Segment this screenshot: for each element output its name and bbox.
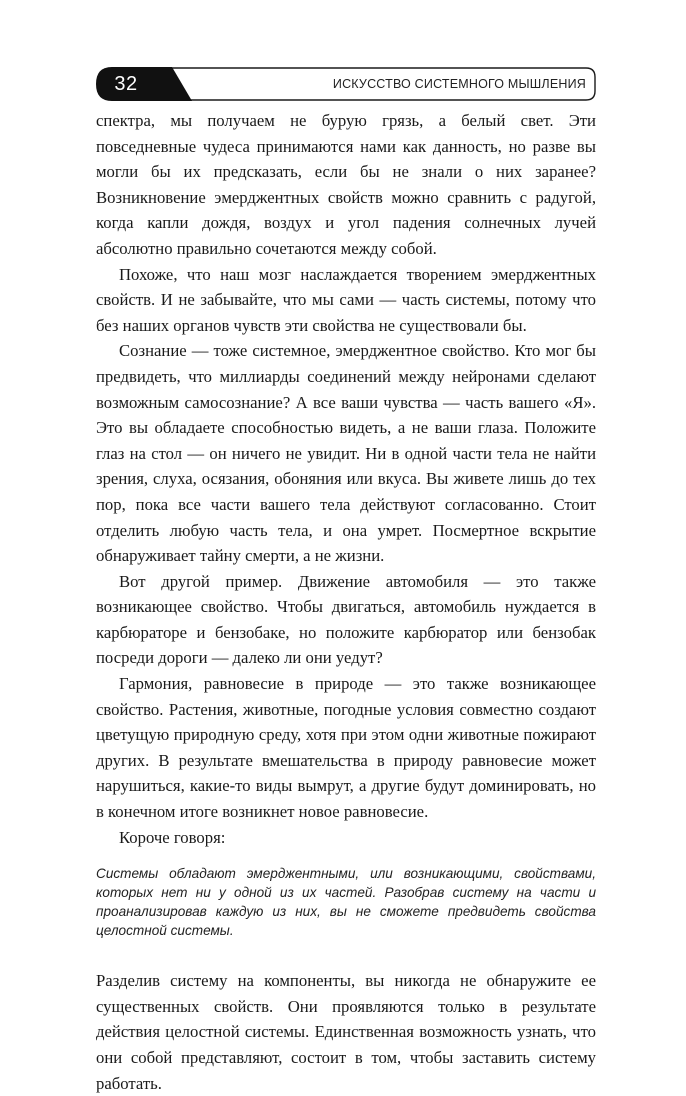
body-text xyxy=(96,108,596,1096)
paragraph: Вот другой пример. Движение автомобиля — это также возникающее свойство. Чтобы двигаться, автомобиль нуждается в карбюраторе и бензобаке, но положите карбюратор или бензобак посреди дороги — далеко ли они уедут? xyxy=(96,571,596,668)
running-header xyxy=(96,67,596,101)
paragraph-continued: спектра, мы получаем не бурую грязь, а белый свет. Эти повседневные чудеса принимаются нами как данность, но разве вы могли бы их предсказать, если бы не знали о них заранее? Возникновение эмерджентных свойств можно сравнить с радугой, когда капли дождя, воздух и угол падения солнечных лучей абсолютно правильно сочетаются между собой. xyxy=(96,111,596,258)
key-takeaway-callout: Системы обладают эмерджентными, или возникающими, свойствами, которых нет ни у одной из их частей. Разобрав систему на части и проанализировав каждую из них, вы не сможете предвидеть свойства целостной системы. xyxy=(96,866,596,939)
paragraph: Сознание — тоже системное, эмерджентное свойство. Кто мог бы предвидеть, что миллиарды соединений между нейронами сделают возможным самосознание? А все ваши чувства — часть вашего «Я». Это вы обладаете способностью видеть, а не ваши глаза. Положите глаз на стол — он ничего не увидит. Ни в одной части тела не найти зрения, слуха, осязания, обоняния или вкуса. Вы живете лишь до тех пор, пока все части вашего тела действуют согласованно. Стоит отделить любую часть тела, и она умрет. Посмертное вскрытие обнаруживает тайну смерти, а не жизни. xyxy=(96,341,596,566)
page-number: 32 xyxy=(114,73,138,95)
paragraph: Похоже, что наш мозг наслаждается творением эмерджентных свойств. И не забывайте, что мы сами — часть системы, потому что без наших органов чувств эти свойства не существовали бы. xyxy=(96,264,596,335)
paragraph: Гармония, равновесие в природе — это также возникающее свойство. Растения, животные, погодные условия совместно создают цветущую природную среду, хотя при этом одни животные пожирают других. В результате вмешательства в природу равновесие может нарушиться, какие-то виды вымрут, а другие будут доминировать, но в конечном итоге возникнет новое равновесие. xyxy=(96,674,596,822)
closing-paragraph: Разделив систему на компоненты, вы никогда не обнаружите ее существенных свойств. Они проявляются только в результате действия целостной системы. Единственная возможность узнать, что они собой представляют, состоит в том, чтобы заставить систему работать. xyxy=(96,971,596,1093)
running-title: ИСКУССТВО СИСТЕМНОГО МЫШЛЕНИЯ xyxy=(332,77,586,91)
paragraph: Короче говоря: xyxy=(119,827,226,847)
